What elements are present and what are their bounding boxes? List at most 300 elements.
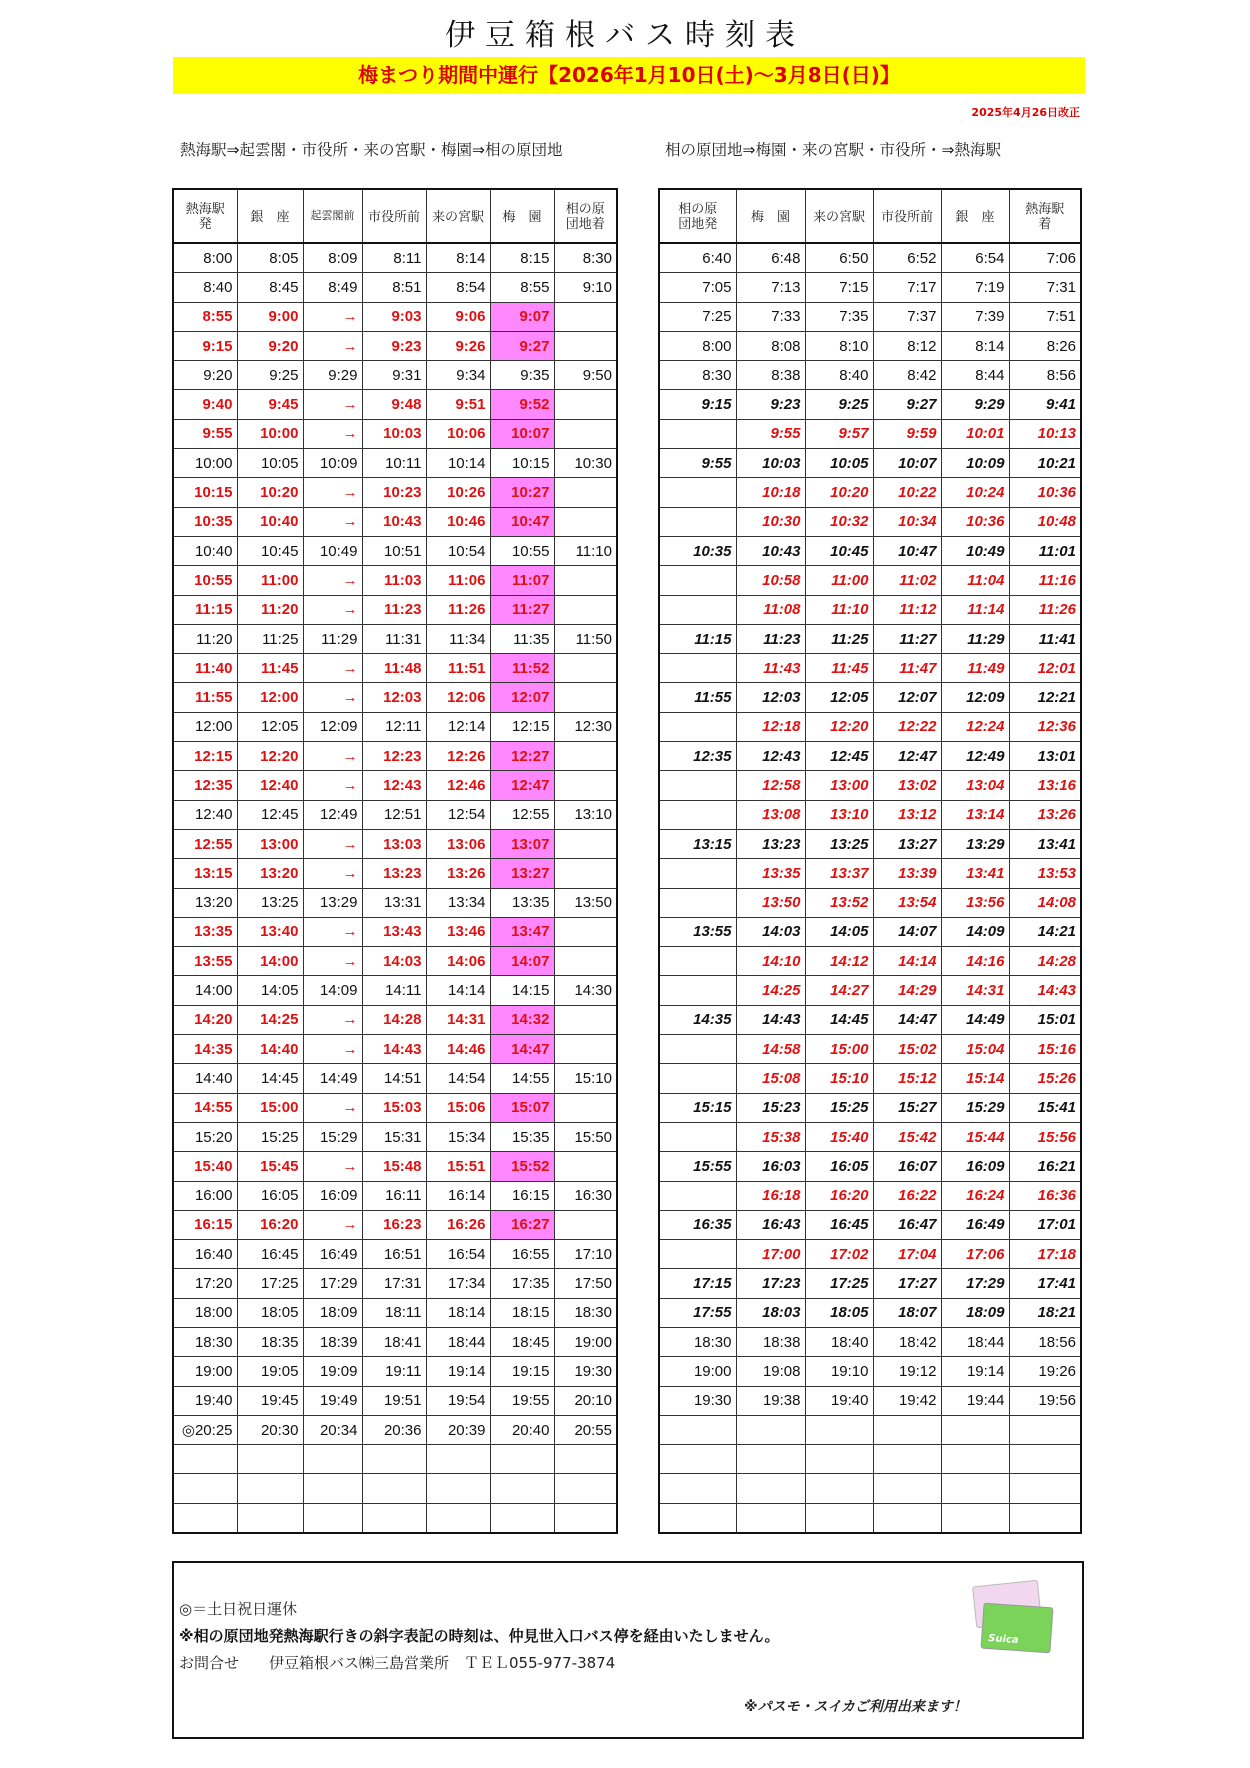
time-cell: 13:54	[873, 888, 941, 917]
time-cell	[554, 1445, 617, 1474]
table-row	[173, 390, 617, 419]
time-cell	[426, 1445, 490, 1474]
time-cell: 19:42	[873, 1386, 941, 1415]
time-cell: 10:58	[736, 566, 805, 595]
time-cell: 15:40	[173, 1152, 237, 1181]
time-cell: 16:20	[805, 1181, 873, 1210]
time-cell: 14:05	[805, 917, 873, 946]
table-row	[173, 1445, 617, 1474]
time-cell: →	[303, 478, 362, 507]
page-title: 伊豆箱根バス時刻表	[445, 18, 805, 53]
time-cell	[736, 1445, 805, 1474]
time-cell	[554, 654, 617, 683]
time-cell: 10:20	[237, 478, 303, 507]
time-cell: 14:47	[490, 1035, 554, 1064]
time-cell: 12:00	[237, 683, 303, 712]
time-cell: 11:27	[490, 595, 554, 624]
time-cell: 12:07	[490, 683, 554, 712]
time-cell: 19:40	[173, 1386, 237, 1415]
time-cell: 18:41	[362, 1327, 426, 1356]
time-cell: 10:07	[873, 449, 941, 478]
time-cell: 17:04	[873, 1240, 941, 1269]
time-cell: 19:00	[173, 1357, 237, 1386]
time-cell: 12:06	[426, 683, 490, 712]
suica-card-icon: Suica	[980, 1603, 1053, 1654]
time-cell	[362, 1503, 426, 1533]
table-row	[659, 1298, 1081, 1327]
time-cell: 15:38	[736, 1122, 805, 1151]
time-cell: →	[303, 1035, 362, 1064]
time-cell: 12:05	[805, 683, 873, 712]
table-row	[659, 1474, 1081, 1503]
time-cell: 10:05	[237, 449, 303, 478]
time-cell: 13:04	[941, 771, 1009, 800]
time-cell: 12:18	[736, 712, 805, 741]
time-cell: 13:00	[805, 771, 873, 800]
time-cell: →	[303, 1005, 362, 1034]
time-cell: 19:55	[490, 1386, 554, 1415]
time-cell: 13:12	[873, 800, 941, 829]
time-cell: 20:39	[426, 1415, 490, 1444]
time-cell: 19:40	[805, 1386, 873, 1415]
time-cell: 15:10	[554, 1064, 617, 1093]
time-cell: 12:09	[941, 683, 1009, 712]
time-cell: 9:00	[237, 302, 303, 331]
outbound-header: 銀 座	[237, 189, 303, 243]
time-cell: 13:10	[805, 800, 873, 829]
time-cell: 14:14	[873, 947, 941, 976]
time-cell: 14:20	[173, 1005, 237, 1034]
time-cell: 8:40	[805, 361, 873, 390]
time-cell: 13:27	[873, 829, 941, 858]
time-cell: 15:25	[805, 1093, 873, 1122]
table-row	[659, 273, 1081, 302]
inbound-header: 梅 園	[736, 189, 805, 243]
time-cell: 12:07	[873, 683, 941, 712]
table-row	[659, 683, 1081, 712]
time-cell: 17:35	[490, 1269, 554, 1298]
time-cell: 16:07	[873, 1152, 941, 1181]
time-cell: 13:02	[873, 771, 941, 800]
time-cell: →	[303, 947, 362, 976]
time-cell: 16:55	[490, 1240, 554, 1269]
time-cell: 10:47	[490, 507, 554, 536]
time-cell	[554, 478, 617, 507]
time-cell: 10:47	[873, 536, 941, 565]
time-cell: 19:05	[237, 1357, 303, 1386]
time-cell	[554, 331, 617, 360]
time-cell: 11:20	[173, 624, 237, 653]
time-cell: 10:18	[736, 478, 805, 507]
time-cell: 7:05	[659, 273, 736, 302]
time-cell: →	[303, 390, 362, 419]
time-cell	[490, 1474, 554, 1503]
time-cell: 13:41	[941, 859, 1009, 888]
table-row	[173, 888, 617, 917]
time-cell: 11:45	[237, 654, 303, 683]
time-cell: 15:08	[736, 1064, 805, 1093]
table-row	[173, 302, 617, 331]
table-row	[173, 976, 617, 1005]
time-cell: 18:05	[237, 1298, 303, 1327]
time-cell: 12:47	[490, 771, 554, 800]
time-cell: 13:41	[1009, 829, 1081, 858]
time-cell: 10:54	[426, 536, 490, 565]
time-cell: 18:45	[490, 1327, 554, 1356]
time-cell: 19:12	[873, 1357, 941, 1386]
time-cell: 7:17	[873, 273, 941, 302]
time-cell: 9:25	[237, 361, 303, 390]
time-cell: 15:40	[805, 1122, 873, 1151]
time-cell: 14:40	[173, 1064, 237, 1093]
time-cell: 11:52	[490, 654, 554, 683]
table-row	[659, 1064, 1081, 1093]
time-cell: 12:36	[1009, 712, 1081, 741]
time-cell: 11:10	[554, 536, 617, 565]
table-row	[659, 1386, 1081, 1415]
time-cell: 15:45	[237, 1152, 303, 1181]
time-cell: 14:43	[736, 1005, 805, 1034]
time-cell: 11:03	[362, 566, 426, 595]
time-cell: 13:29	[941, 829, 1009, 858]
time-cell: 16:14	[426, 1181, 490, 1210]
time-cell: 9:52	[490, 390, 554, 419]
time-cell: 11:23	[362, 595, 426, 624]
time-cell	[554, 302, 617, 331]
time-cell: 16:05	[237, 1181, 303, 1210]
ic-card-image	[974, 1583, 1054, 1653]
inbound-timetable	[658, 188, 1082, 1534]
time-cell: 11:00	[237, 566, 303, 595]
time-cell	[1009, 1445, 1081, 1474]
time-cell: 13:20	[173, 888, 237, 917]
time-cell: 13:27	[490, 859, 554, 888]
time-cell: 14:43	[1009, 976, 1081, 1005]
time-cell	[554, 1035, 617, 1064]
time-cell	[1009, 1415, 1081, 1444]
time-cell: 19:00	[554, 1327, 617, 1356]
time-cell	[554, 390, 617, 419]
time-cell: 14:27	[805, 976, 873, 1005]
time-cell: 11:34	[426, 624, 490, 653]
time-cell: 6:40	[659, 243, 736, 273]
inbound-header: 市役所前	[873, 189, 941, 243]
table-row	[659, 1093, 1081, 1122]
time-cell: 18:09	[941, 1298, 1009, 1327]
time-cell: 9:15	[173, 331, 237, 360]
time-cell	[490, 1445, 554, 1474]
time-cell: 12:55	[490, 800, 554, 829]
table-row	[659, 361, 1081, 390]
time-cell	[941, 1445, 1009, 1474]
time-cell: 9:35	[490, 361, 554, 390]
time-cell	[659, 859, 736, 888]
time-cell: 19:10	[805, 1357, 873, 1386]
time-cell: 13:35	[173, 917, 237, 946]
time-cell: 15:35	[490, 1122, 554, 1151]
time-cell	[659, 419, 736, 448]
time-cell: 15:00	[237, 1093, 303, 1122]
time-cell	[659, 507, 736, 536]
time-cell: 17:27	[873, 1269, 941, 1298]
time-cell	[659, 976, 736, 1005]
time-cell: 15:00	[805, 1035, 873, 1064]
time-cell: 19:30	[659, 1386, 736, 1415]
outbound-header: 起雲閣前	[303, 189, 362, 243]
time-cell	[237, 1445, 303, 1474]
time-cell: 10:36	[941, 507, 1009, 536]
time-cell: 7:06	[1009, 243, 1081, 273]
table-row	[659, 1005, 1081, 1034]
time-cell: 14:55	[173, 1093, 237, 1122]
time-cell: 17:18	[1009, 1240, 1081, 1269]
time-cell: 14:09	[941, 917, 1009, 946]
time-cell	[941, 1415, 1009, 1444]
table-row	[173, 654, 617, 683]
time-cell: 12:51	[362, 800, 426, 829]
time-cell	[554, 1210, 617, 1239]
time-cell	[426, 1474, 490, 1503]
time-cell	[659, 771, 736, 800]
time-cell: 10:01	[941, 419, 1009, 448]
time-cell: 10:43	[736, 536, 805, 565]
time-cell: →	[303, 1093, 362, 1122]
table-row	[659, 419, 1081, 448]
time-cell: 14:30	[554, 976, 617, 1005]
time-cell: 8:10	[805, 331, 873, 360]
time-cell	[659, 1445, 736, 1474]
time-cell: 10:13	[1009, 419, 1081, 448]
outbound-header: 市役所前	[362, 189, 426, 243]
time-cell: 13:06	[426, 829, 490, 858]
time-cell	[554, 771, 617, 800]
table-row	[173, 273, 617, 302]
time-cell: 18:00	[173, 1298, 237, 1327]
time-cell: 10:43	[362, 507, 426, 536]
time-cell: 16:21	[1009, 1152, 1081, 1181]
time-cell: 18:39	[303, 1327, 362, 1356]
time-cell: 14:49	[941, 1005, 1009, 1034]
table-row	[173, 1269, 617, 1298]
table-row	[173, 947, 617, 976]
time-cell: 16:27	[490, 1210, 554, 1239]
time-cell: 15:27	[873, 1093, 941, 1122]
table-row	[659, 390, 1081, 419]
table-row	[659, 1240, 1081, 1269]
time-cell: 10:07	[490, 419, 554, 448]
time-cell: 13:00	[237, 829, 303, 858]
time-cell: 10:14	[426, 449, 490, 478]
time-cell: 9:25	[805, 390, 873, 419]
time-cell: 16:40	[173, 1240, 237, 1269]
time-cell: →	[303, 419, 362, 448]
table-row	[659, 829, 1081, 858]
time-cell: 18:07	[873, 1298, 941, 1327]
time-cell: 18:56	[1009, 1327, 1081, 1356]
time-cell: 13:37	[805, 859, 873, 888]
time-cell: 19:26	[1009, 1357, 1081, 1386]
time-cell: 9:10	[554, 273, 617, 302]
time-cell	[554, 419, 617, 448]
time-cell: 9:29	[941, 390, 1009, 419]
time-cell	[659, 654, 736, 683]
time-cell: 15:29	[303, 1122, 362, 1151]
time-cell: 8:09	[303, 243, 362, 273]
time-cell: 14:32	[490, 1005, 554, 1034]
time-cell: 13:35	[490, 888, 554, 917]
table-row	[659, 1445, 1081, 1474]
time-cell	[659, 595, 736, 624]
time-cell: 8:14	[426, 243, 490, 273]
time-cell: 9:23	[362, 331, 426, 360]
time-cell: 12:40	[173, 800, 237, 829]
time-cell: 17:20	[173, 1269, 237, 1298]
table-row	[659, 654, 1081, 683]
time-cell: 9:15	[659, 390, 736, 419]
time-cell: 14:43	[362, 1035, 426, 1064]
table-row	[173, 1240, 617, 1269]
time-cell: 11:20	[237, 595, 303, 624]
time-cell: 12:47	[873, 742, 941, 771]
table-row	[173, 507, 617, 536]
time-cell: 10:35	[173, 507, 237, 536]
time-cell: 7:33	[736, 302, 805, 331]
time-cell: 14:35	[659, 1005, 736, 1034]
time-cell: 19:09	[303, 1357, 362, 1386]
time-cell	[659, 566, 736, 595]
time-cell: 14:31	[426, 1005, 490, 1034]
time-cell: 13:26	[426, 859, 490, 888]
time-cell: 14:09	[303, 976, 362, 1005]
time-cell: 13:55	[659, 917, 736, 946]
table-row	[173, 1064, 617, 1093]
table-row	[659, 1269, 1081, 1298]
time-cell: 17:01	[1009, 1210, 1081, 1239]
time-cell: 15:48	[362, 1152, 426, 1181]
time-cell: 11:31	[362, 624, 426, 653]
time-cell: 11:25	[237, 624, 303, 653]
time-cell: 9:57	[805, 419, 873, 448]
outbound-header: 来の宮駅	[426, 189, 490, 243]
time-cell: 19:11	[362, 1357, 426, 1386]
outbound-header: 梅 園	[490, 189, 554, 243]
time-cell: 12:43	[736, 742, 805, 771]
time-cell: 13:47	[490, 917, 554, 946]
time-cell: 15:55	[659, 1152, 736, 1181]
time-cell: 12:00	[173, 712, 237, 741]
table-row	[173, 1005, 617, 1034]
time-cell: 11:29	[941, 624, 1009, 653]
time-cell	[659, 478, 736, 507]
time-cell: 13:26	[1009, 800, 1081, 829]
time-cell: 8:12	[873, 331, 941, 360]
time-cell: 10:00	[173, 449, 237, 478]
time-cell: 14:14	[426, 976, 490, 1005]
time-cell: 10:09	[941, 449, 1009, 478]
table-row	[173, 1503, 617, 1533]
time-cell: 9:50	[554, 361, 617, 390]
time-cell: 15:20	[173, 1122, 237, 1151]
time-cell: 15:10	[805, 1064, 873, 1093]
time-cell: 19:56	[1009, 1386, 1081, 1415]
time-cell: 9:55	[659, 449, 736, 478]
time-cell: 10:26	[426, 478, 490, 507]
time-cell: 16:15	[490, 1181, 554, 1210]
time-cell: 16:36	[1009, 1181, 1081, 1210]
time-cell: 12:45	[805, 742, 873, 771]
time-cell: 11:49	[941, 654, 1009, 683]
time-cell: 16:23	[362, 1210, 426, 1239]
time-cell: 11:41	[1009, 624, 1081, 653]
time-cell: 19:15	[490, 1357, 554, 1386]
time-cell	[873, 1474, 941, 1503]
time-cell	[659, 1240, 736, 1269]
time-cell	[736, 1415, 805, 1444]
time-cell: 13:03	[362, 829, 426, 858]
time-cell: 11:27	[873, 624, 941, 653]
time-cell: 14:08	[1009, 888, 1081, 917]
time-cell: 12:15	[173, 742, 237, 771]
time-cell: 14:06	[426, 947, 490, 976]
time-cell: 16:22	[873, 1181, 941, 1210]
time-cell: 12:14	[426, 712, 490, 741]
note-weekend-holiday: ◎＝土日祝日運休	[179, 1600, 298, 1618]
table-row	[659, 917, 1081, 946]
time-cell: 11:15	[173, 595, 237, 624]
time-cell	[554, 917, 617, 946]
time-cell: 11:15	[659, 624, 736, 653]
time-cell: 11:16	[1009, 566, 1081, 595]
time-cell: 10:03	[736, 449, 805, 478]
time-cell: 11:55	[173, 683, 237, 712]
time-cell: →	[303, 683, 362, 712]
time-cell: 13:15	[173, 859, 237, 888]
time-cell: 15:06	[426, 1093, 490, 1122]
inbound-header: 来の宮駅	[805, 189, 873, 243]
time-cell: 8:14	[941, 331, 1009, 360]
time-cell	[1009, 1503, 1081, 1533]
time-cell: 17:55	[659, 1298, 736, 1327]
time-cell: 12:58	[736, 771, 805, 800]
time-cell: 14:00	[237, 947, 303, 976]
time-cell: →	[303, 302, 362, 331]
time-cell	[554, 1503, 617, 1533]
time-cell: 18:03	[736, 1298, 805, 1327]
time-cell: 8:49	[303, 273, 362, 302]
time-cell: 19:14	[941, 1357, 1009, 1386]
time-cell	[659, 712, 736, 741]
time-cell: 19:38	[736, 1386, 805, 1415]
time-cell	[554, 947, 617, 976]
time-cell: 18:09	[303, 1298, 362, 1327]
time-cell: 10:40	[173, 536, 237, 565]
time-cell	[1009, 1474, 1081, 1503]
time-cell: 19:00	[659, 1357, 736, 1386]
table-row	[659, 243, 1081, 273]
table-row	[659, 624, 1081, 653]
time-cell: 9:45	[237, 390, 303, 419]
time-cell: 12:30	[554, 712, 617, 741]
time-cell: 11:00	[805, 566, 873, 595]
time-cell	[736, 1474, 805, 1503]
table-row	[659, 712, 1081, 741]
time-cell: 17:00	[736, 1240, 805, 1269]
time-cell: 13:10	[554, 800, 617, 829]
time-cell: 18:38	[736, 1327, 805, 1356]
table-row	[173, 1357, 617, 1386]
table-row	[659, 1122, 1081, 1151]
time-cell: 16:11	[362, 1181, 426, 1210]
